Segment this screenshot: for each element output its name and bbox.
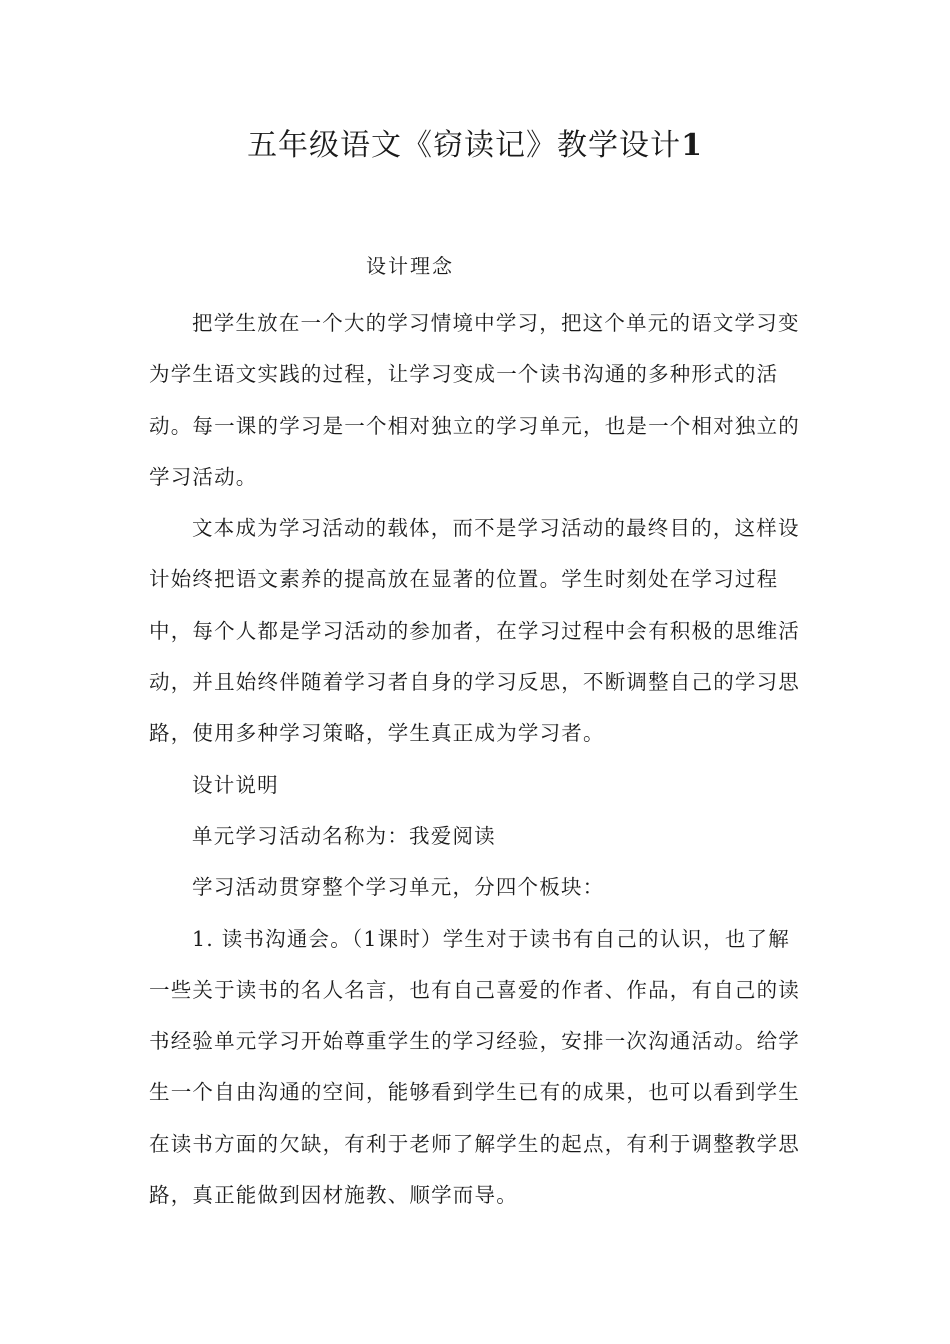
paragraph: 学习活动贯穿整个学习单元，分四个板块： <box>192 875 605 900</box>
title-number: 1 <box>681 128 703 163</box>
subheading-design-notes: 设计说明 <box>192 772 279 797</box>
paragraph: 1. 读书沟通会。（1课时）学生对于读书有自己的认识，也了解一些关于读书的名人名言，也有自己喜爱的作者、作品，有自己的读书经验单元学习开始尊重学生的学习经验，安排一次沟通活动。给学生一个自由沟通的空间，能够看到学生已有的成果，也可以看到学生在读书方面的欠缺，有利于老师了解学生的起点，有利于调整教学思路，真正能做到因材施教、顺学而导。 <box>149 926 800 1208</box>
paragraph: 文本成为学习活动的载体，而不是学习活动的最终目的，这样设计始终把语文素养的提高放在显著的位置。学生时刻处在学习过程中，每个人都是学习活动的参加者，在学习过程中会有积极的思维活动，并且始终伴随着学习者自身的学习反思，不断调整自己的学习思路，使用多种学习策略，学生真正成为学习者。 <box>149 516 800 746</box>
paragraph: 单元学习活动名称为：我爱阅读 <box>192 823 496 848</box>
title-text: 五年级语文《窃读记》教学设计 <box>247 128 682 163</box>
paragraph: 把学生放在一个大的学习情境中学习，把这个单元的语文学习变为学生语文实践的过程，让学习变成一个读书沟通的多种形式的活动。每一课的学习是一个相对独立的学习单元，也是一个相对独立的学习活动。 <box>149 311 800 489</box>
page-title <box>0 124 950 168</box>
section-heading: 设计理念 <box>366 254 454 278</box>
document-body <box>149 298 809 1221</box>
